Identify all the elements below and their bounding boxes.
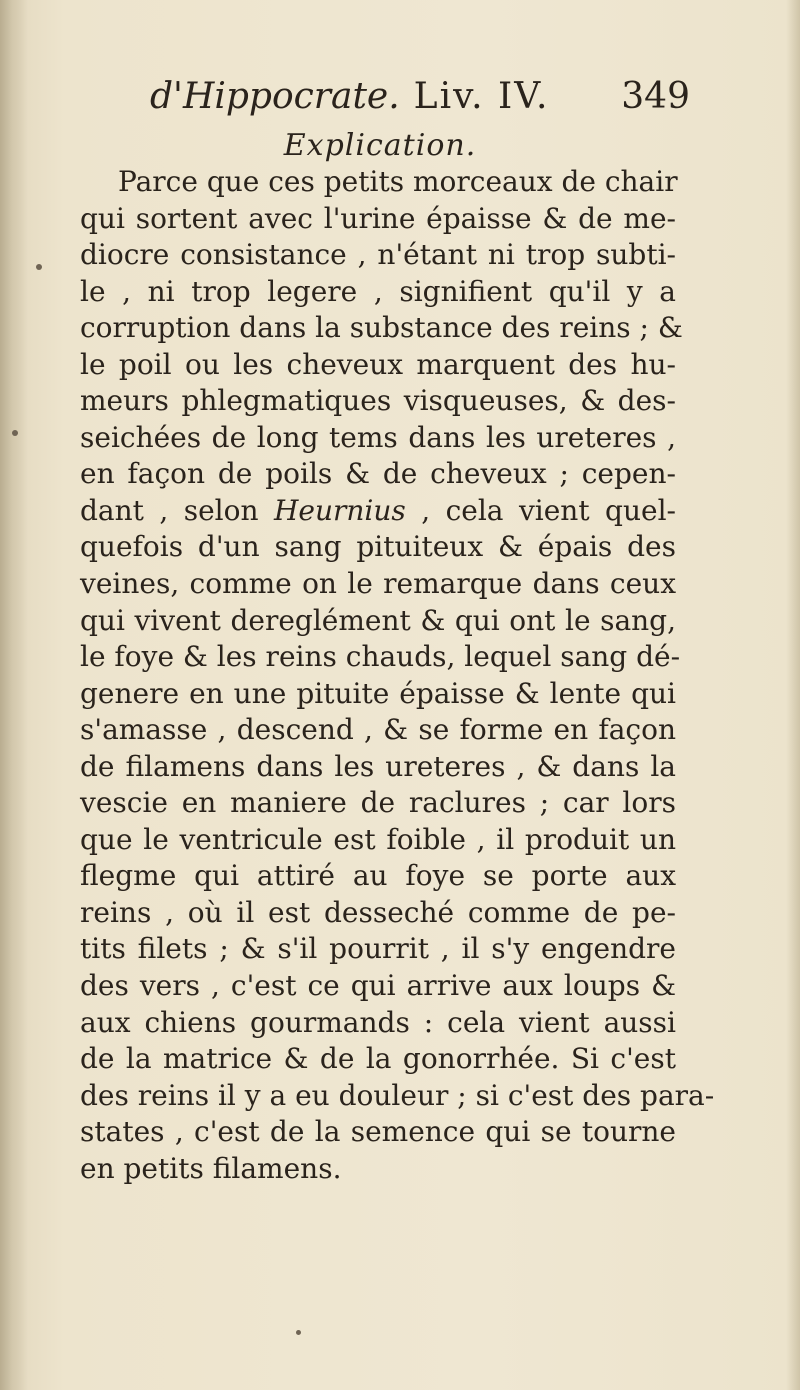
text-line: s'amasse , descend , & se forme en façon bbox=[80, 713, 676, 747]
ink-speck bbox=[296, 1330, 301, 1335]
text-line: seichées de long tems dans les ureteres , bbox=[80, 420, 676, 454]
text-line: states , c'est de la semence qui se tourne bbox=[80, 1115, 676, 1149]
header-book-title: d'Hippocrate. bbox=[150, 76, 400, 117]
binding-shadow bbox=[0, 0, 28, 1390]
text-line: en petits filamens. bbox=[80, 1151, 342, 1185]
text-line: de la matrice & de la gonorrhée. Si c'est bbox=[80, 1042, 676, 1076]
text-line: en façon de poils & de cheveux ; cepen- bbox=[80, 457, 676, 491]
text-line: des reins il y a eu douleur ; si c'est des para- bbox=[80, 1078, 715, 1112]
page-number: 349 bbox=[621, 76, 690, 117]
margin-mark bbox=[36, 264, 42, 270]
text-line: aux chiens gourmands : cela vient aussi bbox=[80, 1005, 676, 1039]
text-line: flegme qui attiré au foye se porte aux bbox=[80, 859, 676, 893]
text-line: tits filets ; & s'il pourrit , il s'y engendre bbox=[80, 932, 676, 966]
header-volume: Liv. IV. bbox=[413, 76, 550, 117]
text-line: diocre consistance , n'étant ni trop subti- bbox=[80, 238, 676, 272]
text-line: qui sortent avec l'urine épaisse & de me- bbox=[80, 201, 676, 235]
text-line: dant , selon Heurnius , cela vient quel- bbox=[80, 493, 676, 527]
text-line: veines, comme on le remarque dans ceux bbox=[80, 567, 676, 601]
text-line: qui vivent dereglément & qui ont le sang, bbox=[80, 603, 676, 637]
italic-name: Heurnius bbox=[273, 493, 406, 527]
running-header bbox=[150, 72, 690, 122]
text-line: quefois d'un sang pituiteux & épais des bbox=[80, 530, 676, 564]
section-title: Explication. bbox=[283, 128, 477, 163]
margin-mark bbox=[12, 430, 18, 436]
text-line: vescie en maniere de raclures ; car lors bbox=[80, 786, 676, 820]
text-line: des vers , c'est ce qui arrive aux loups & bbox=[80, 969, 676, 1003]
text-line: reins , où il est desseché comme de pe- bbox=[80, 895, 676, 929]
page-edge bbox=[786, 0, 800, 1390]
text-line: Parce que ces petits morceaux de chair bbox=[118, 165, 678, 198]
text-line: le , ni trop legere , signifient qu'il y a bbox=[80, 274, 676, 308]
text-line: genere en une pituite épaisse & lente qui bbox=[80, 676, 676, 710]
text-line: meurs phlegmatiques visqueuses, & des- bbox=[80, 384, 676, 418]
text-line: de filamens dans les ureteres , & dans la bbox=[80, 749, 676, 783]
text-line: corruption dans la substance des reins ; & bbox=[80, 311, 683, 345]
text-line: le foye & les reins chauds, lequel sang dé- bbox=[80, 640, 681, 674]
body-text bbox=[80, 164, 715, 1187]
text-line: le poil ou les cheveux marquent des hu- bbox=[80, 347, 676, 381]
text-line: que le ventricule est foible , il produit un bbox=[80, 822, 676, 856]
